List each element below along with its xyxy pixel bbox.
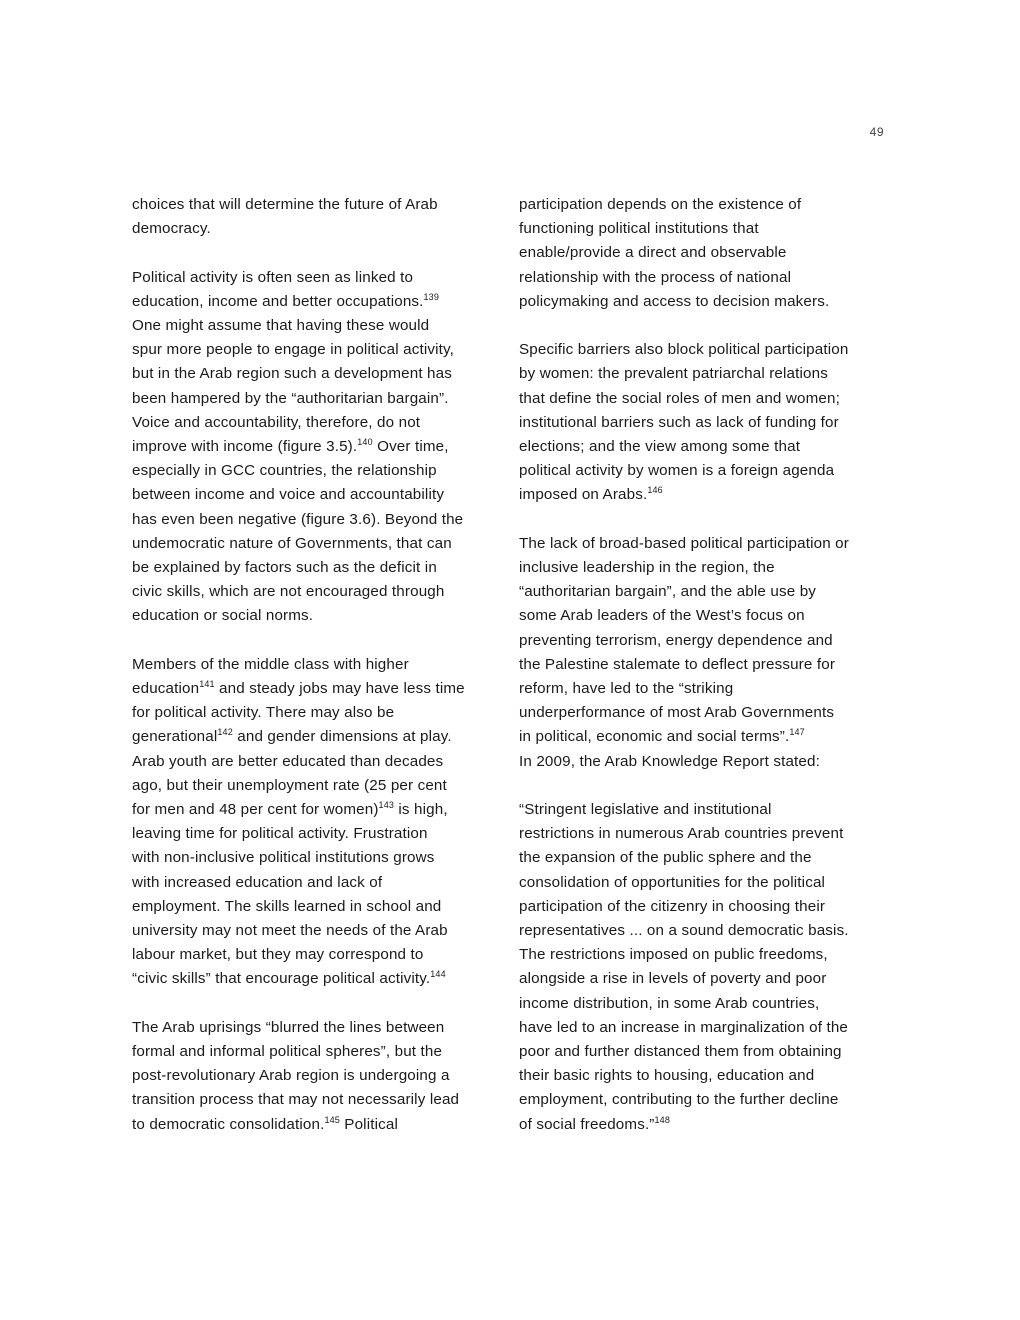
text-line: transition process that may not necessarily lead: [132, 1091, 460, 1109]
text-line: political activity by women is a foreign agenda: [519, 462, 835, 480]
text-line: In 2009, the Arab Knowledge Report stated:: [519, 752, 820, 770]
text-line: The lack of broad-based political participation or: [519, 534, 849, 552]
paragraph: [132, 266, 500, 629]
text-line: for men and 48 per cent for women)$^{143}$ is high,: [132, 800, 448, 819]
text-line: spur more people to engage in political activity,: [132, 341, 454, 359]
paragraph: [132, 193, 500, 241]
text-line: democracy.: [132, 220, 211, 238]
text-line: “Stringent legislative and institutional: [519, 801, 772, 819]
text-line: leaving time for political activity. Frustration: [132, 825, 428, 843]
text-line: with non-inclusive political institutions grows: [132, 849, 435, 867]
text-line: choices that will determine the future of Arab: [132, 196, 438, 213]
text-line: Arab youth are better educated than decades: [132, 752, 444, 770]
footnote-ref: 140: [357, 437, 373, 448]
paragraph: [132, 653, 500, 992]
paragraph: [519, 532, 891, 774]
text-line: but in the Arab region such a development has: [132, 365, 452, 383]
text-line: representatives ... on a sound democratic basis.: [519, 922, 849, 940]
text-line: post-revolutionary Arab region is undergoing a: [132, 1067, 450, 1085]
text-line: One might assume that having these would: [132, 317, 430, 334]
text-line: employment. The skills learned in school and: [132, 897, 442, 915]
text-line: policymaking and access to decision makers.: [519, 292, 830, 310]
text-line: to democratic consolidation.$^{145}$ Political: [132, 1114, 398, 1133]
text-line: be explained by factors such as the deficit in: [132, 559, 437, 577]
text-line: imposed on Arabs.$^{146}$: [519, 485, 663, 504]
text-line: the expansion of the public sphere and the: [519, 849, 812, 867]
right-column: [519, 193, 891, 1137]
text-line: ago, but their unemployment rate (25 per cent: [132, 776, 447, 794]
text-line: in political, economic and social terms”.$^{147}$: [519, 727, 805, 746]
text-line: employment, contributing to the further decline: [519, 1091, 839, 1109]
footnote-ref: 141: [199, 679, 215, 690]
footnote-ref: 145: [324, 1114, 340, 1125]
text-line: Specific barriers also block political participation: [519, 341, 849, 359]
text-line: undemocratic nature of Governments, that can: [132, 534, 452, 552]
text-line: civic skills, which are not encouraged through: [132, 583, 445, 601]
text-line: The Arab uprisings “blurred the lines between: [132, 1018, 445, 1036]
paragraph: [519, 338, 891, 507]
text-line: participation of the citizenry in choosing their: [519, 897, 826, 915]
footnote-ref: 143: [378, 800, 395, 811]
text-line: participation depends on the existence of: [519, 196, 802, 213]
text-line: been hampered by the “authoritarian bargain”.: [132, 389, 449, 407]
quotation: [519, 798, 891, 1137]
text-line: education or social norms.: [132, 607, 314, 625]
text-line: functioning political institutions that: [519, 220, 759, 238]
footnote-ref: 142: [217, 727, 233, 738]
text-line: have led to an increase in marginalization of the: [519, 1018, 849, 1036]
text-line: education, income and better occupations.$^{139}$: [132, 291, 439, 310]
text-line: some Arab leaders of the West’s focus on: [519, 607, 805, 625]
paragraph: [132, 1016, 500, 1137]
text-line: education$^{141}$ and steady jobs may have less time: [132, 679, 465, 698]
text-line: reform, have led to the “striking: [519, 680, 734, 698]
text-line: enable/provide a direct and observable: [519, 244, 787, 262]
text-line: labour market, but they may correspond to: [132, 946, 424, 964]
text-line: restrictions in numerous Arab countries prevent: [519, 825, 844, 843]
text-line: preventing terrorism, energy dependence and: [519, 631, 833, 649]
text-line: Members of the middle class with higher: [132, 655, 409, 673]
text-line: of social freedoms.”$^{148}$: [519, 1114, 670, 1133]
paragraph: [519, 193, 891, 314]
text-line: inclusive leadership in the region, the: [519, 559, 775, 577]
footnote-ref: 144: [430, 969, 446, 980]
text-line: by women: the prevalent patriarchal relations: [519, 365, 828, 383]
text-line: that define the social roles of men and women;: [519, 389, 840, 407]
text-line: with increased education and lack of: [132, 873, 383, 891]
text-line: income distribution, in some Arab countries,: [519, 994, 820, 1012]
footnote-ref: 146: [647, 485, 663, 496]
text-line: improve with income (figure 3.5).$^{140}$ Over time,: [132, 437, 449, 456]
text-line: the Palestine stalemate to deflect pressure for: [519, 655, 836, 673]
text-line: poor and further distanced them from obtaining: [519, 1043, 842, 1061]
text-line: The restrictions imposed on public freedoms,: [519, 946, 828, 964]
text-line: university may not meet the needs of the Arab: [132, 922, 448, 940]
footnote-ref: 147: [789, 727, 805, 738]
left-column: [132, 193, 500, 1137]
footnote-ref: 139: [423, 291, 439, 302]
footnote-ref: 148: [654, 1114, 670, 1125]
text-line: for political activity. There may also be: [132, 704, 395, 722]
text-line: generational$^{142}$ and gender dimensions at play.: [132, 727, 452, 746]
text-line: underperformance of most Arab Governments: [519, 704, 835, 722]
text-line: their basic rights to housing, education and: [519, 1067, 815, 1085]
text-line: consolidation of opportunities for the political: [519, 873, 826, 891]
text-line: between income and voice and accountability: [132, 486, 445, 504]
text-line: formal and informal political spheres”, but the: [132, 1043, 443, 1061]
text-line: elections; and the view among some that: [519, 438, 801, 456]
text-line: Voice and accountability, therefore, do not: [132, 413, 421, 431]
text-line: relationship with the process of national: [519, 268, 792, 286]
text-line: has even been negative (figure 3.6). Beyond the: [132, 510, 464, 528]
text-line: institutional barriers such as lack of funding for: [519, 413, 839, 431]
text-line: especially in GCC countries, the relationship: [132, 462, 437, 480]
text-line: Political activity is often seen as linked to: [132, 268, 414, 286]
page-number: 49: [869, 125, 884, 139]
text-line: “civic skills” that encourage political activity.$^{144}$: [132, 969, 446, 988]
text-line: alongside a rise in levels of poverty and poor: [519, 970, 827, 988]
text-line: “authoritarian bargain”, and the able use by: [519, 583, 817, 601]
